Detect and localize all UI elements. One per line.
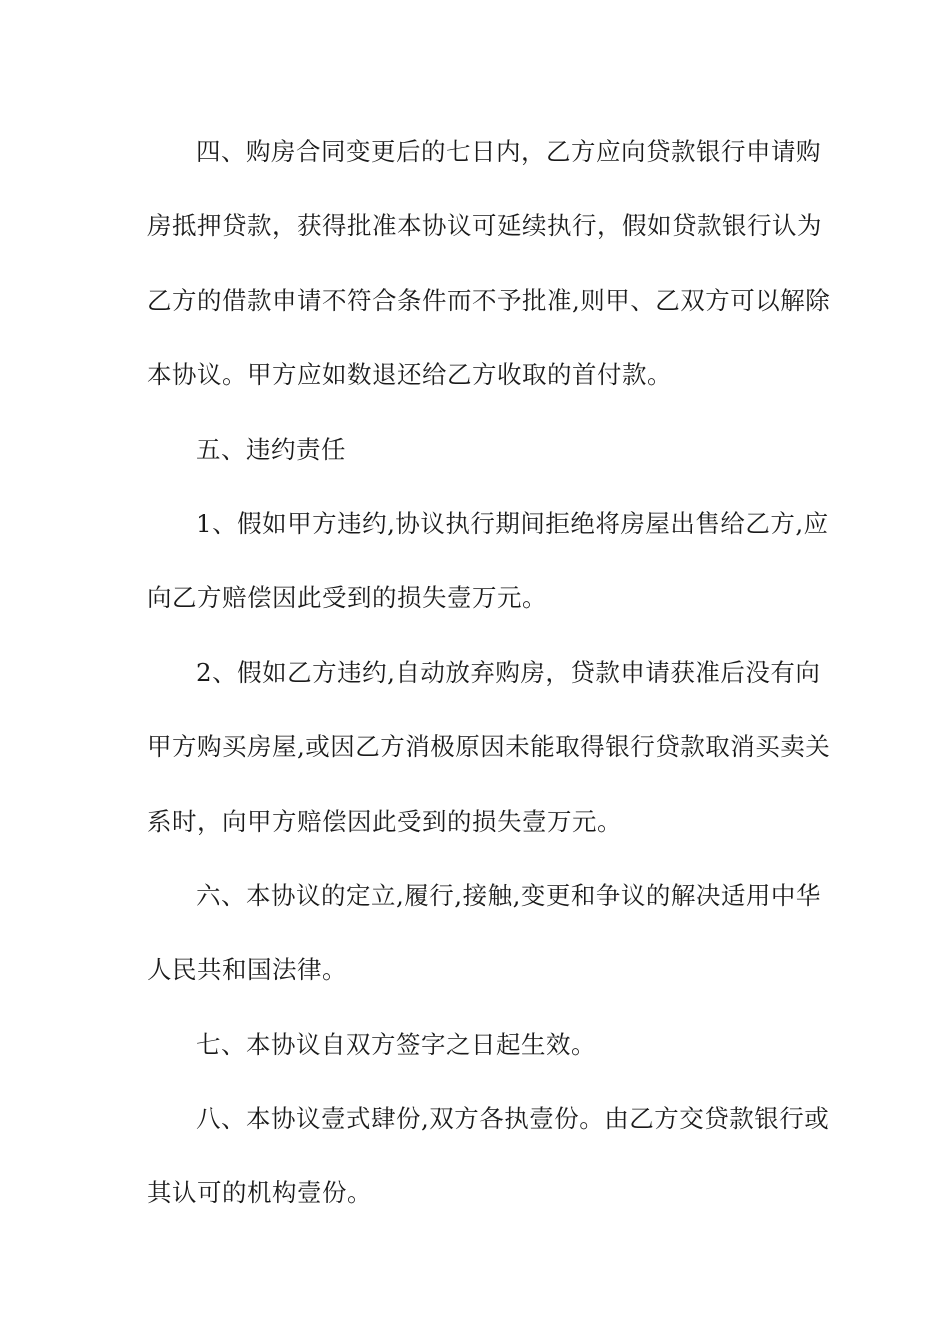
text-line: 八、本协议壹式肆份,双方各执壹份。由乙方交贷款银行或: [196, 1104, 830, 1134]
text-line: 房抵押贷款，获得批准本协议可延续执行，假如贷款银行认为: [147, 211, 822, 241]
text-line: 1、假如甲方违约,协议执行期间拒绝将房屋出售给乙方,应: [196, 508, 829, 538]
text-line: 乙方的借款申请不符合条件而不予批准,则甲、乙双方可以解除: [147, 285, 831, 315]
document-body: [147, 128, 831, 1244]
text-line: 2、假如乙方违约,自动放弃购房，贷款申请获准后没有向: [196, 657, 821, 687]
text-line: 向乙方赔偿因此受到的损失壹万元。: [147, 583, 547, 613]
text-line: 人民共和国法律。: [147, 955, 347, 985]
text-line: 其认可的机构壹份。: [147, 1178, 372, 1208]
text-line: 甲方购买房屋,或因乙方消极原因未能取得银行贷款取消买卖关: [147, 732, 831, 762]
text-line: 系时，向甲方赔偿因此受到的损失壹万元。: [147, 806, 622, 836]
text-line: 七、本协议自双方签字之日起生效。: [196, 1029, 596, 1059]
text-line: 本协议。甲方应如数退还给乙方收取的首付款。: [147, 360, 672, 390]
text-line: 六、本协议的定立,履行,接触,变更和争议的解决适用中华: [196, 880, 821, 910]
section-heading: 五、违约责任: [196, 434, 346, 464]
text-line: 四、购房合同变更后的七日内，乙方应向贷款银行申请购: [196, 137, 821, 166]
